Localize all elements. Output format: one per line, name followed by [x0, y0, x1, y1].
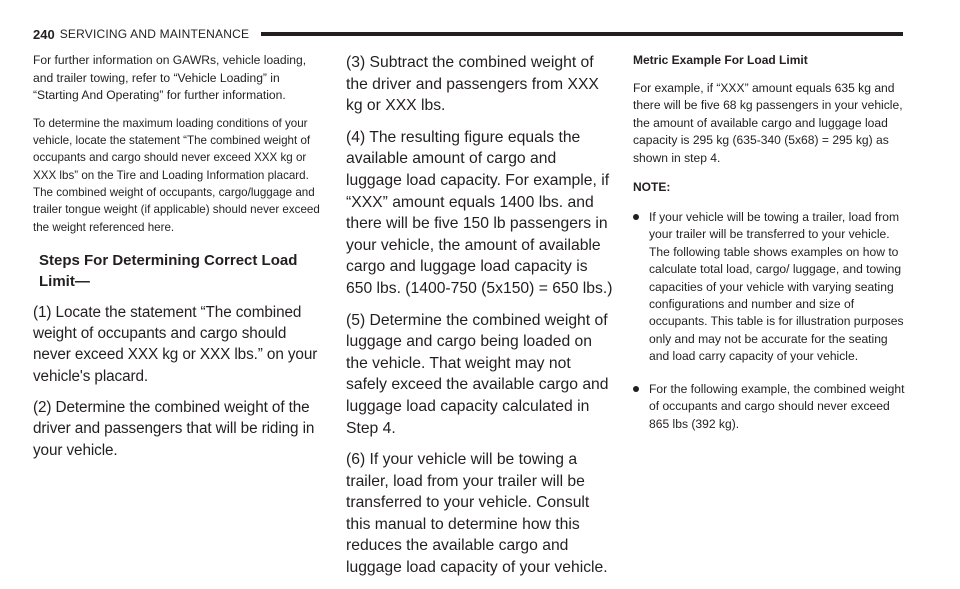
step-3: (3) Subtract the combined weight of the driver and passengers from XXX kg or XXX lbs. — [346, 54, 599, 115]
bullet-icon — [633, 386, 639, 392]
step-1: (1) Locate the statement “The combined weight of occupants and cargo should never exceed XXX kg or XXX lbs.” on your vehicle's placard. — [33, 303, 318, 385]
step-6: (6) If your vehicle will be towing a trailer, load from your trailer will be transferred to your vehicle. Consult this manual to determine how this reduces the available cargo and luggage load capacity of your vehicle. — [346, 451, 608, 577]
steps-heading: Steps For Determining Correct Load Limit— — [39, 251, 298, 290]
metric-example-heading: Metric Example For Load Limit — [633, 53, 808, 67]
bullet-item — [633, 381, 905, 433]
page-header — [33, 24, 903, 44]
bullet-item — [633, 209, 905, 366]
further-info-paragraph: For further information on GAWRs, vehicle loading, and trailer towing, refer to “Vehicle Loading” in “Starting And Operating” for further information. — [33, 53, 307, 103]
step-4: (4) The resulting figure equals the available amount of cargo and luggage load capacity. For example, if “XXX” amount equals 1400 lbs. and there will be five 150 lb passengers in your vehicle, the amount of available cargo and luggage load capacity is 650 lbs. (1400-750 (5x150) = 650 lbs.) — [346, 128, 613, 297]
step-2: (2) Determine the combined weight of the driver and passengers that will be riding in your vehicle. — [33, 399, 315, 459]
note-bullets — [633, 209, 905, 433]
page-number: 240 — [33, 26, 55, 42]
max-loading-paragraph: To determine the maximum loading conditions of your vehicle, locate the statement “The combined weight of occupants and cargo should never exceed XXX kg or XXX lbs” on the Tire and Loading Information placard. The combined weight of occupants, cargo/luggage and trailer tongue weight (if applicable) should never exceed the weight referenced here. — [33, 116, 320, 234]
header-rule — [261, 32, 903, 36]
column-3 — [633, 52, 905, 448]
column-2 — [346, 52, 614, 589]
column-1 — [33, 52, 325, 471]
bullet-icon — [633, 214, 639, 220]
bullet-text: For the following example, the combined weight of occupants and cargo should never exceed 865 lbs (392 kg). — [649, 381, 905, 431]
section-title: SERVICING AND MAINTENANCE — [59, 27, 250, 41]
note-label: NOTE: — [633, 180, 671, 195]
metric-example-paragraph: For example, if “XXX” amount equals 635 kg and there will be five 68 kg passengers in your vehicle, the amount of available cargo and luggage load capacity is 295 kg (635-340 (5x68) = 295 kg) as shown in step 4. — [633, 81, 903, 165]
bullet-text: If your vehicle will be towing a trailer, load from your trailer will be transferred to your vehicle. The following table shows examples on how to calculate total load, cargo/ luggage, and towing capacities of your vehicle with varying seating configurations and number and size of occupants. This table is for illustration purposes only and may not be accurate for the seating and load carry capacity of your vehicle. — [649, 210, 904, 364]
step-5: (5) Determine the combined weight of luggage and cargo being loaded on the vehicle. That weight may not safely exceed the available cargo and luggage load capacity calculated in Step 4. — [346, 311, 609, 437]
